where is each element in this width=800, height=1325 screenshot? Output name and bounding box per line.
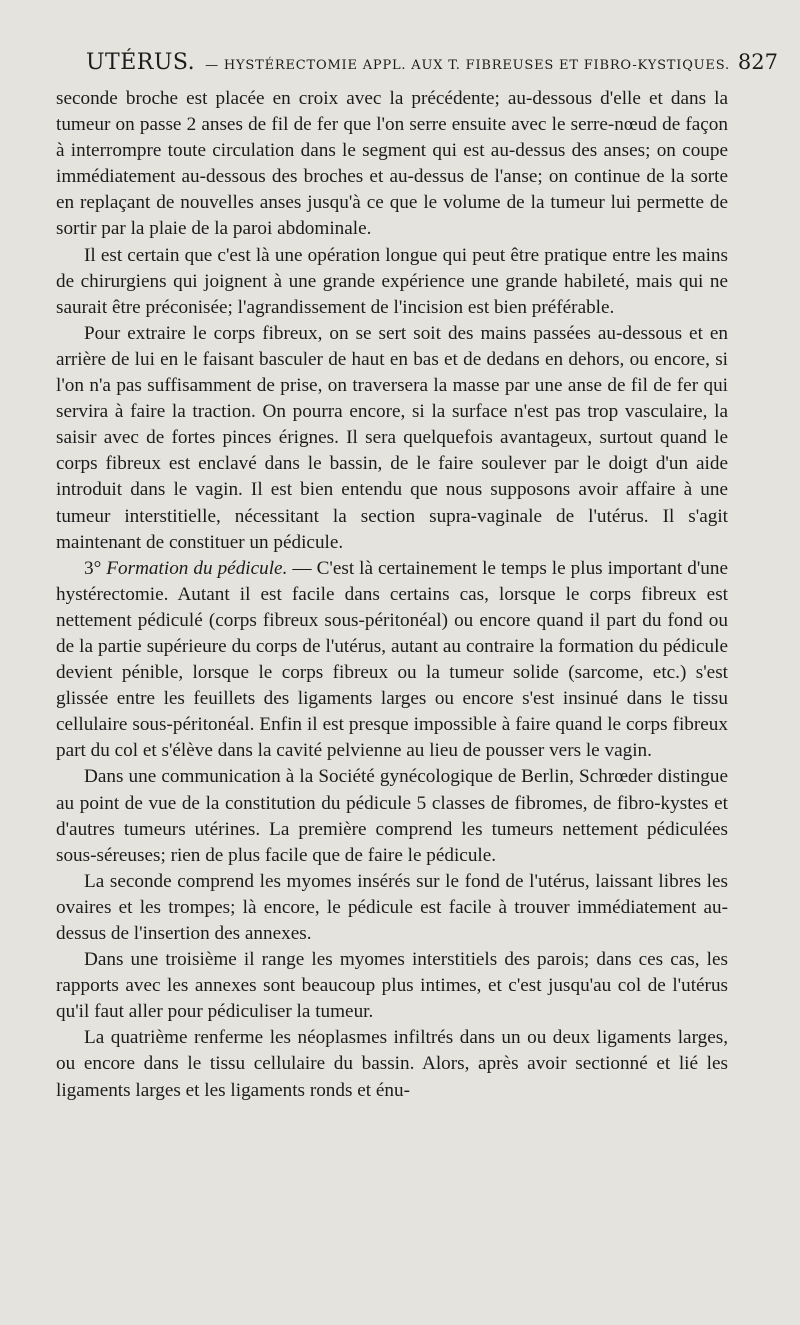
running-subtitle: — HYSTÉRECTOMIE APPL. AUX T. FIBREUSES ET FIBRO-KYSTIQUES. [205, 58, 730, 73]
page-number: 827 [737, 50, 778, 74]
section-text: — C'est là certainement le temps le plus important d'une hystérectomie. Autant il est facile dans certains cas, lorsque le corps fibreux est nettement pédiculé (corps fibreux sous-péritonéal) ou encore quand il part du fond ou de la partie supérieure du corps de l'utérus, autant au contraire la formation du pédicule devient pénible, lorsque le corps fibreux ou la tumeur solide (sarcome, etc.) s'est glissée entre les feuillets des ligaments larges ou encore s'est insinué dans le tissu cellulaire sous-péritonéal. Enfin il est presque impossible à faire quand le corps fibreux part du col et s'élève dans la cavité pelvienne au lieu de pousser vers le vagin. [56, 557, 729, 762]
paragraph-8: La quatrième renferme les néoplasmes infiltrés dans un ou deux ligaments larges, ou encore dans le tissu cellulaire du bassin. Alors, après avoir sectionné et lié les ligaments larges et les ligaments ronds et énu- [56, 1027, 728, 1101]
paragraph-3: Pour extraire le corps fibreux, on se sert soit des mains passées au-dessous et en arrière de lui en le faisant basculer de haut en bas et de dedans en dehors, ou encore, si l'on n'a pas suffisamment de prise, on traversera la masse par une anse de fil de fer qui servira à faire la traction. On pourra encore, si la surface n'est pas trop vasculaire, la saisir avec de fortes pinces érignes. Il sera quelquefois avantageux, surtout quand le corps fibreux est enclavé dans le bassin, de le faire soulever par le doigt d'un aide introduit dans le vagin. Il est bien entendu que nous supposons avoir affaire à une tumeur interstitielle, nécessitant la section supra-vaginale de l'utérus. Il s'agit maintenant de constituer un pédicule. [56, 322, 728, 553]
paragraph-1: seconde broche est placée en croix avec la précédente; au-dessous d'elle et dans la tumeur on passe 2 anses de fil de fer que l'on serre ensuite avec le serre-nœud de façon à interrompre toute circulation dans le segment qui est au-dessus des anses; on coupe immédiatement au-dessous des broches et au-dessus de l'anse; on continue de la sorte en replaçant de nouvelles anses jusqu'à ce que le volume de la tumeur lui permette de sortir par la plaie de la paroi abdominale. [56, 88, 728, 240]
paragraph-2: Il est certain que c'est là une opération longue qui peut être pratique entre les mains de chirurgiens qui joignent à une grande expérience une grande habileté, mais qui ne saurait être préconisée; l'agrandissement de l'incision est bien préférable. [56, 244, 728, 318]
running-title: UTÉRUS. [86, 50, 196, 75]
paragraph-5: Dans une communication à la Société gynécologique de Berlin, Schrœder distingue au point de vue de la constitution du pédicule 5 classes de fibromes, de fibro-kystes et d'autres tumeurs utérines. La première comprend les tumeurs nettement pédiculées sous-séreuses; rien de plus facile que de faire le pédicule. [56, 766, 728, 866]
section-number: 3° [84, 557, 102, 579]
paragraph-6: La seconde comprend les myomes insérés sur le fond de l'utérus, laissant libres les ovaires et les trompes; là encore, le pédicule est facile à trouver immédiatement au-dessus de l'insertion des annexes. [56, 870, 728, 944]
running-header [86, 50, 778, 80]
section-title: Formation du pédicule. [106, 557, 288, 579]
page-body [56, 86, 728, 1104]
paragraph-7: Dans une troisième il range les myomes interstitiels des parois; dans ces cas, les rapports avec les annexes sont beaucoup plus intimes, et c'est jusqu'au col de l'utérus qu'il faut aller pour pédiculiser la tumeur. [56, 949, 728, 1023]
paragraph-4 [56, 556, 728, 765]
